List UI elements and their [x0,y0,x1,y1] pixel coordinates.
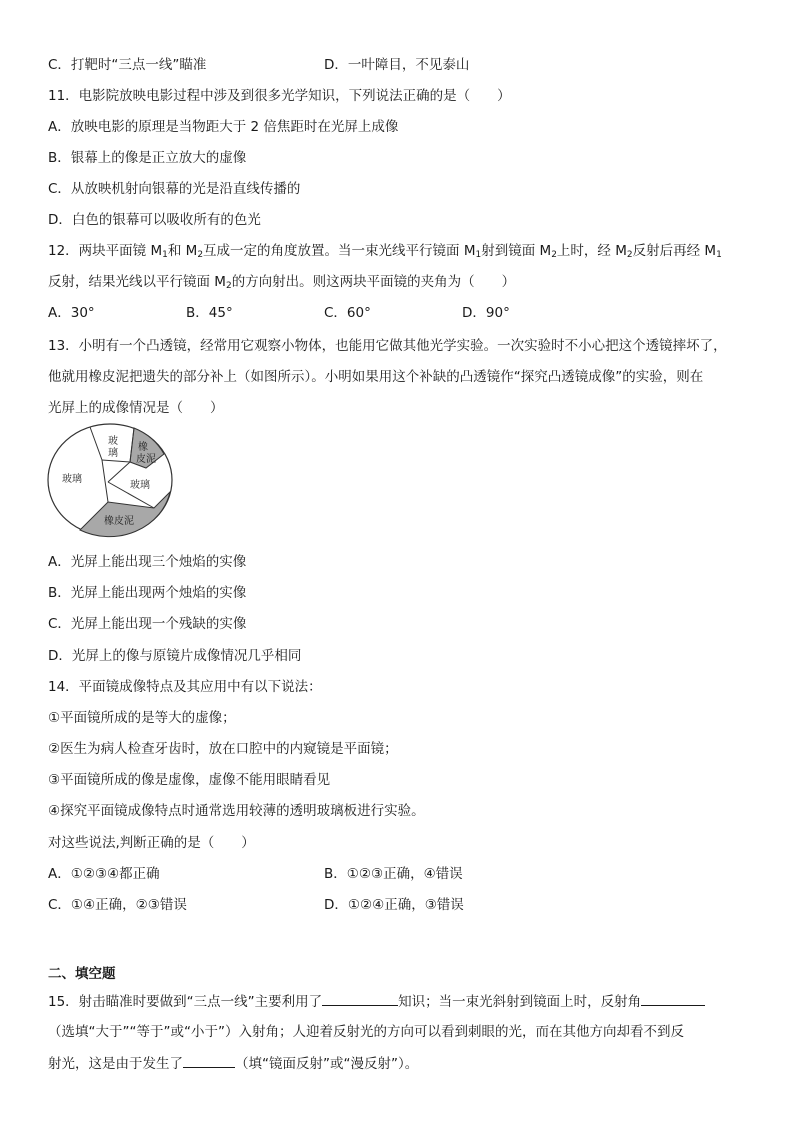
q15-text-c: 射光，这是由于发生了 [48,1056,183,1072]
q11-stem: 11．电影院放映电影过程中涉及到很多光学知识，下列说法正确的是（ ） [48,88,511,104]
q12-text-a: 12．两块平面镜 M [48,243,163,259]
label-clay-bottom: 橡皮泥 [104,516,134,527]
label-clay-top: 皮泥 [136,454,156,465]
answer-blank[interactable] [641,991,705,1006]
q13-option-c: C．光屏上能出现一个残缺的实像 [48,616,247,632]
q15-line3 [48,1053,418,1074]
q12-stem-line1 [48,241,722,261]
q14-statement-3: ③平面镜所成的像是虚像，虚像不能用眼睛看见 [48,772,331,788]
label-glass-top: 璃 [108,448,118,459]
q12-text-b: 和 M [167,243,198,259]
q10-option-c: C．打靶时“三点一线”瞄准 [48,57,207,73]
answer-blank[interactable] [322,991,398,1006]
q14-statement-2: ②医生为病人检查牙齿时，放在口腔中的内窥镜是平面镜； [48,741,398,757]
q10-option-d: D．一叶障目，不见泰山 [324,57,470,73]
q13-option-d: D．光屏上的像与原镜片成像情况几乎相同 [48,648,302,664]
q12-stem-line2 [48,272,515,292]
q11-option-d: D．白色的银幕可以吸收所有的色光 [48,212,261,228]
q12-sub: 2 [551,250,557,260]
q12-text-h: 的方向射出。则这两块平面镜的夹角为（ ） [231,274,516,290]
q11-option-b: B．银幕上的像是正立放大的虚像 [48,150,247,166]
q12-text-f: 反射后再经 M [632,243,717,259]
q12-option-b: B．45° [186,305,233,321]
q14-stem: 14．平面镜成像特点及其应用中有以下说法： [48,679,322,695]
q14-statement-4: ④探究平面镜成像特点时通常选用较薄的透明玻璃板进行实验。 [48,803,425,819]
q14-statement-1: ①平面镜所成的是等大的虚像； [48,710,236,726]
label-glass-left: 玻璃 [62,474,82,485]
q11-option-a: A．放映电影的原理是当物距大于 2 倍焦距时在光屏上成像 [48,119,399,135]
q12-sub: 2 [626,250,633,260]
q11-option-c: C．从放映机射向银幕的光是沿直线传播的 [48,181,301,197]
q12-option-a: A．30° [48,305,95,321]
q15-line1 [48,991,705,1012]
label-glass-top: 玻 [108,436,118,447]
q15-text-d: （填“镜面反射”或“漫反射”）。 [235,1056,419,1072]
broken-lens-figure [46,422,176,540]
q15-line2: （选填“大于”“等于”或“小于”）入射角；人迎着反射光的方向可以看到刺眼的光，而在其他方向却看不到反 [48,1024,684,1040]
q15-text-a: 15．射击瞄准时要做到“三点一线”主要利用了 [48,994,323,1010]
label-glass-right: 玻璃 [130,480,150,491]
q13-stem-line3: 光屏上的成像情况是（ ） [48,400,224,416]
label-clay-top: 橡 [138,442,148,453]
section-title: 二、填空题 [48,966,116,982]
q12-sub: 1 [162,250,168,260]
q13-stem-line2: 他就用橡皮泥把遗失的部分补上（如图所示）。小明如果用这个补缺的凸透镜作“探究凸透镜成像”的实验，则在 [48,369,704,385]
q12-text-c: 互成一定的角度放置。当一束光线平行镜面 M [203,243,476,259]
q12-text-g: 反射，结果光线以平行镜面 M [48,274,226,290]
q12-text-d: 射到镜面 M [481,243,552,259]
q13-option-a: A．光屏上能出现三个烛焰的实像 [48,554,247,570]
q12-sub: 2 [197,250,204,260]
q14-option-d: D．①②④正确，③错误 [324,897,464,913]
q13-option-b: B．光屏上能出现两个烛焰的实像 [48,585,247,601]
q12-option-d: D．90° [462,305,510,321]
answer-blank[interactable] [183,1053,235,1068]
q14-option-a: A．①②③④都正确 [48,866,160,882]
q12-sub: 1 [475,250,482,260]
q14-option-c: C．①④正确，②③错误 [48,897,187,913]
q14-option-b: B．①②③正确，④错误 [324,866,463,882]
q12-option-c: C．60° [324,305,371,321]
q12-sub: 2 [225,281,232,291]
q12-sub: 1 [716,250,722,260]
q13-stem-line1: 13．小明有一个凸透镜，经常用它观察小物体，也能用它做其他光学实验。一次实验时不小心把这个透镜摔坏了， [48,338,727,354]
q15-text-b: 知识；当一束光斜射到镜面上时，反射角 [398,994,642,1010]
q12-text-e: 上时，经 M [556,243,627,259]
q14-question: 对这些说法,判断正确的是（ ） [48,835,255,851]
